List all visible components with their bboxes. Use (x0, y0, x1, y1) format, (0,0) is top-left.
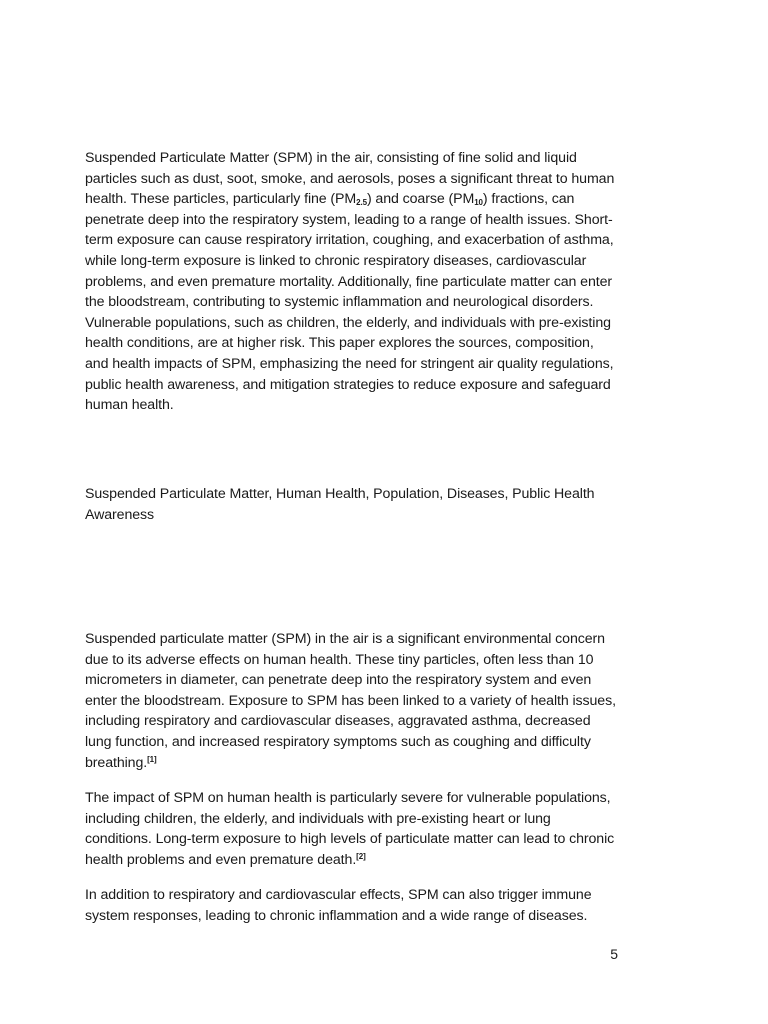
citation-1: [1] (147, 754, 157, 764)
document-page (85, 0, 620, 1024)
keywords-paragraph: Suspended Particulate Matter, Human Health, Population, Diseases, Public Health Awareness (85, 486, 595, 523)
introduction-paragraph-2 (85, 788, 620, 870)
pm25-subscript: 2.5 (356, 198, 367, 208)
introduction-paragraph-2-text: The impact of SPM on human health is particularly severe for vulnerable populations, including children, the elderly, and individuals with pre-existing heart or lung conditions. Long-term exposure to high levels of particulate matter can lead to chronic health problems and even premature death. (85, 790, 615, 868)
citation-2: [2] (356, 851, 366, 861)
introduction-paragraph-1-text: Suspended particulate matter (SPM) in the air is a significant environmental concern due to its adverse effects on human health. These tiny particles, often less than 10 micrometers in diameter, can penetrate deep into the respiratory system and even enter the bloodstream. Exposure to SPM has been linked to a variety of health issues, including respiratory and cardiovascular diseases, aggravated asthma, decreased lung function, and increased respiratory symptoms such as coughing and difficulty breathing. (85, 631, 616, 771)
page-number: 5 (610, 946, 618, 962)
introduction-paragraph-3: In addition to respiratory and cardiovascular effects, SPM can also trigger immune system responses, leading to chronic inflammation and a wide range of diseases. (85, 887, 592, 924)
abstract-paragraph (85, 148, 620, 416)
abstract-text-part3: ) fractions, can penetrate deep into the respiratory system, leading to a range of health issues. Short-term exposure can cause respiratory irritation, coughing, and exacerbation of asthma, while long-term exposure is linked to chronic respiratory diseases, cardiovascular problems, and even premature mortality. Additionally, fine particulate matter can enter the bloodstream, contributing to systemic inflammation and neurological disorders. Vulnerable populations, such as children, the elderly, and individuals with pre-existing health conditions, are at higher risk. This paper explores the sources, composition, and health impacts of SPM, emphasizing the need for stringent air quality regulations, public health awareness, and mitigation strategies to reduce exposure and safeguard human health. (85, 191, 614, 414)
pm10-subscript: 10 (474, 198, 483, 208)
abstract-text-part2: ) and coarse (PM (366, 191, 475, 208)
introduction-paragraph-1 (85, 629, 620, 773)
abstract-text-part1: Suspended Particulate Matter (SPM) in the air, consisting of fine solid and liquid particles such as dust, soot, smoke, and aerosols, poses a significant threat to human health. These particles, particularly fine (PM (85, 150, 615, 208)
